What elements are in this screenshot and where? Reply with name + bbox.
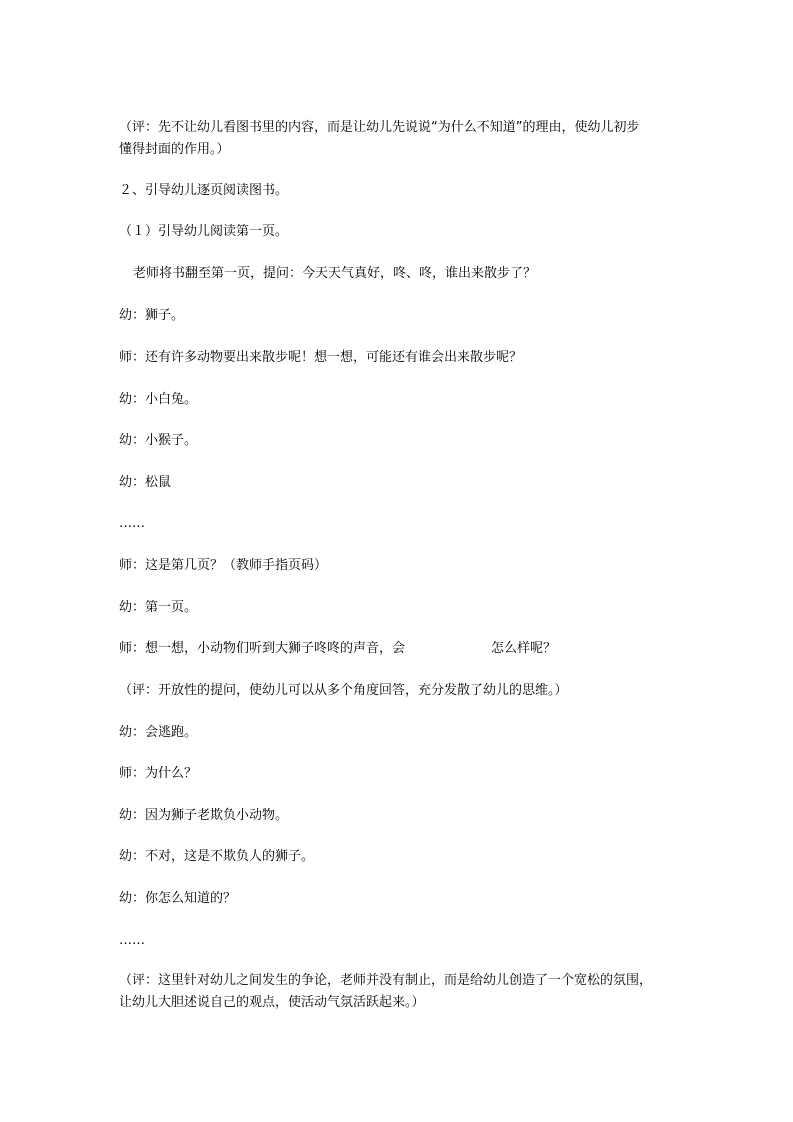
text-line: （评：先不让幼儿看图书里的内容，而是让幼儿先说说“为什么不知道”的理由，使幼儿初步 <box>119 120 640 135</box>
child-response: 幼：因为狮子老欺负小动物。 <box>119 808 289 823</box>
child-response: 幼：小猴子。 <box>119 433 198 448</box>
comment-open-question: （评：开放性的提问，使幼儿可以从多个角度回答，充分发散了幼儿的思维。） <box>119 683 568 698</box>
teacher-action-text: 老师将书翻至第一页，提问：今天天气真好，咚、咚，谁出来散步了？ <box>133 266 537 281</box>
ellipsis-text: …… <box>119 933 145 948</box>
text-line: 懂得封面的作用。） <box>119 142 230 157</box>
teacher-question: 师：还有许多动物要出来散步呢！想一想，可能还有谁会出来散步呢？ <box>119 350 523 365</box>
child-response: 幼：狮子。 <box>119 308 185 323</box>
text-line: （评：这里针对幼儿之间发生的争论，老师并没有制止，而是给幼儿创造了一个宽松的氛围， <box>119 973 653 988</box>
child-response: 幼：你怎么知道的？ <box>119 891 237 906</box>
question-part-1: 师：想一想，小动物们听到大狮子咚咚的声音，会 <box>119 641 406 656</box>
teacher-question-with-blank <box>119 639 556 659</box>
child-response: 幼：第一页。 <box>119 600 198 615</box>
subsection-heading-1: （１）引导幼儿阅读第一页。 <box>119 224 289 239</box>
ellipsis-text: …… <box>119 516 145 531</box>
text-line: 让幼儿大胆述说自己的观点，使活动气氛活跃起来。） <box>119 995 425 1010</box>
comment-paragraph-debate <box>119 970 679 1014</box>
child-response: 幼：小白兔。 <box>119 392 198 407</box>
child-response: 幼：不对，这是不欺负人的狮子。 <box>119 849 315 864</box>
question-part-2: 怎么样呢？ <box>491 641 557 656</box>
teacher-question: 师：为什么？ <box>119 766 198 781</box>
teacher-question: 师：这是第几页？（教师手指页码） <box>119 558 328 573</box>
child-response: 幼：松鼠 <box>119 475 172 490</box>
comment-paragraph-cover <box>119 117 679 161</box>
child-response: 幼：会逃跑。 <box>119 725 198 740</box>
section-heading-2: ２、引导幼儿逐页阅读图书。 <box>119 183 289 198</box>
